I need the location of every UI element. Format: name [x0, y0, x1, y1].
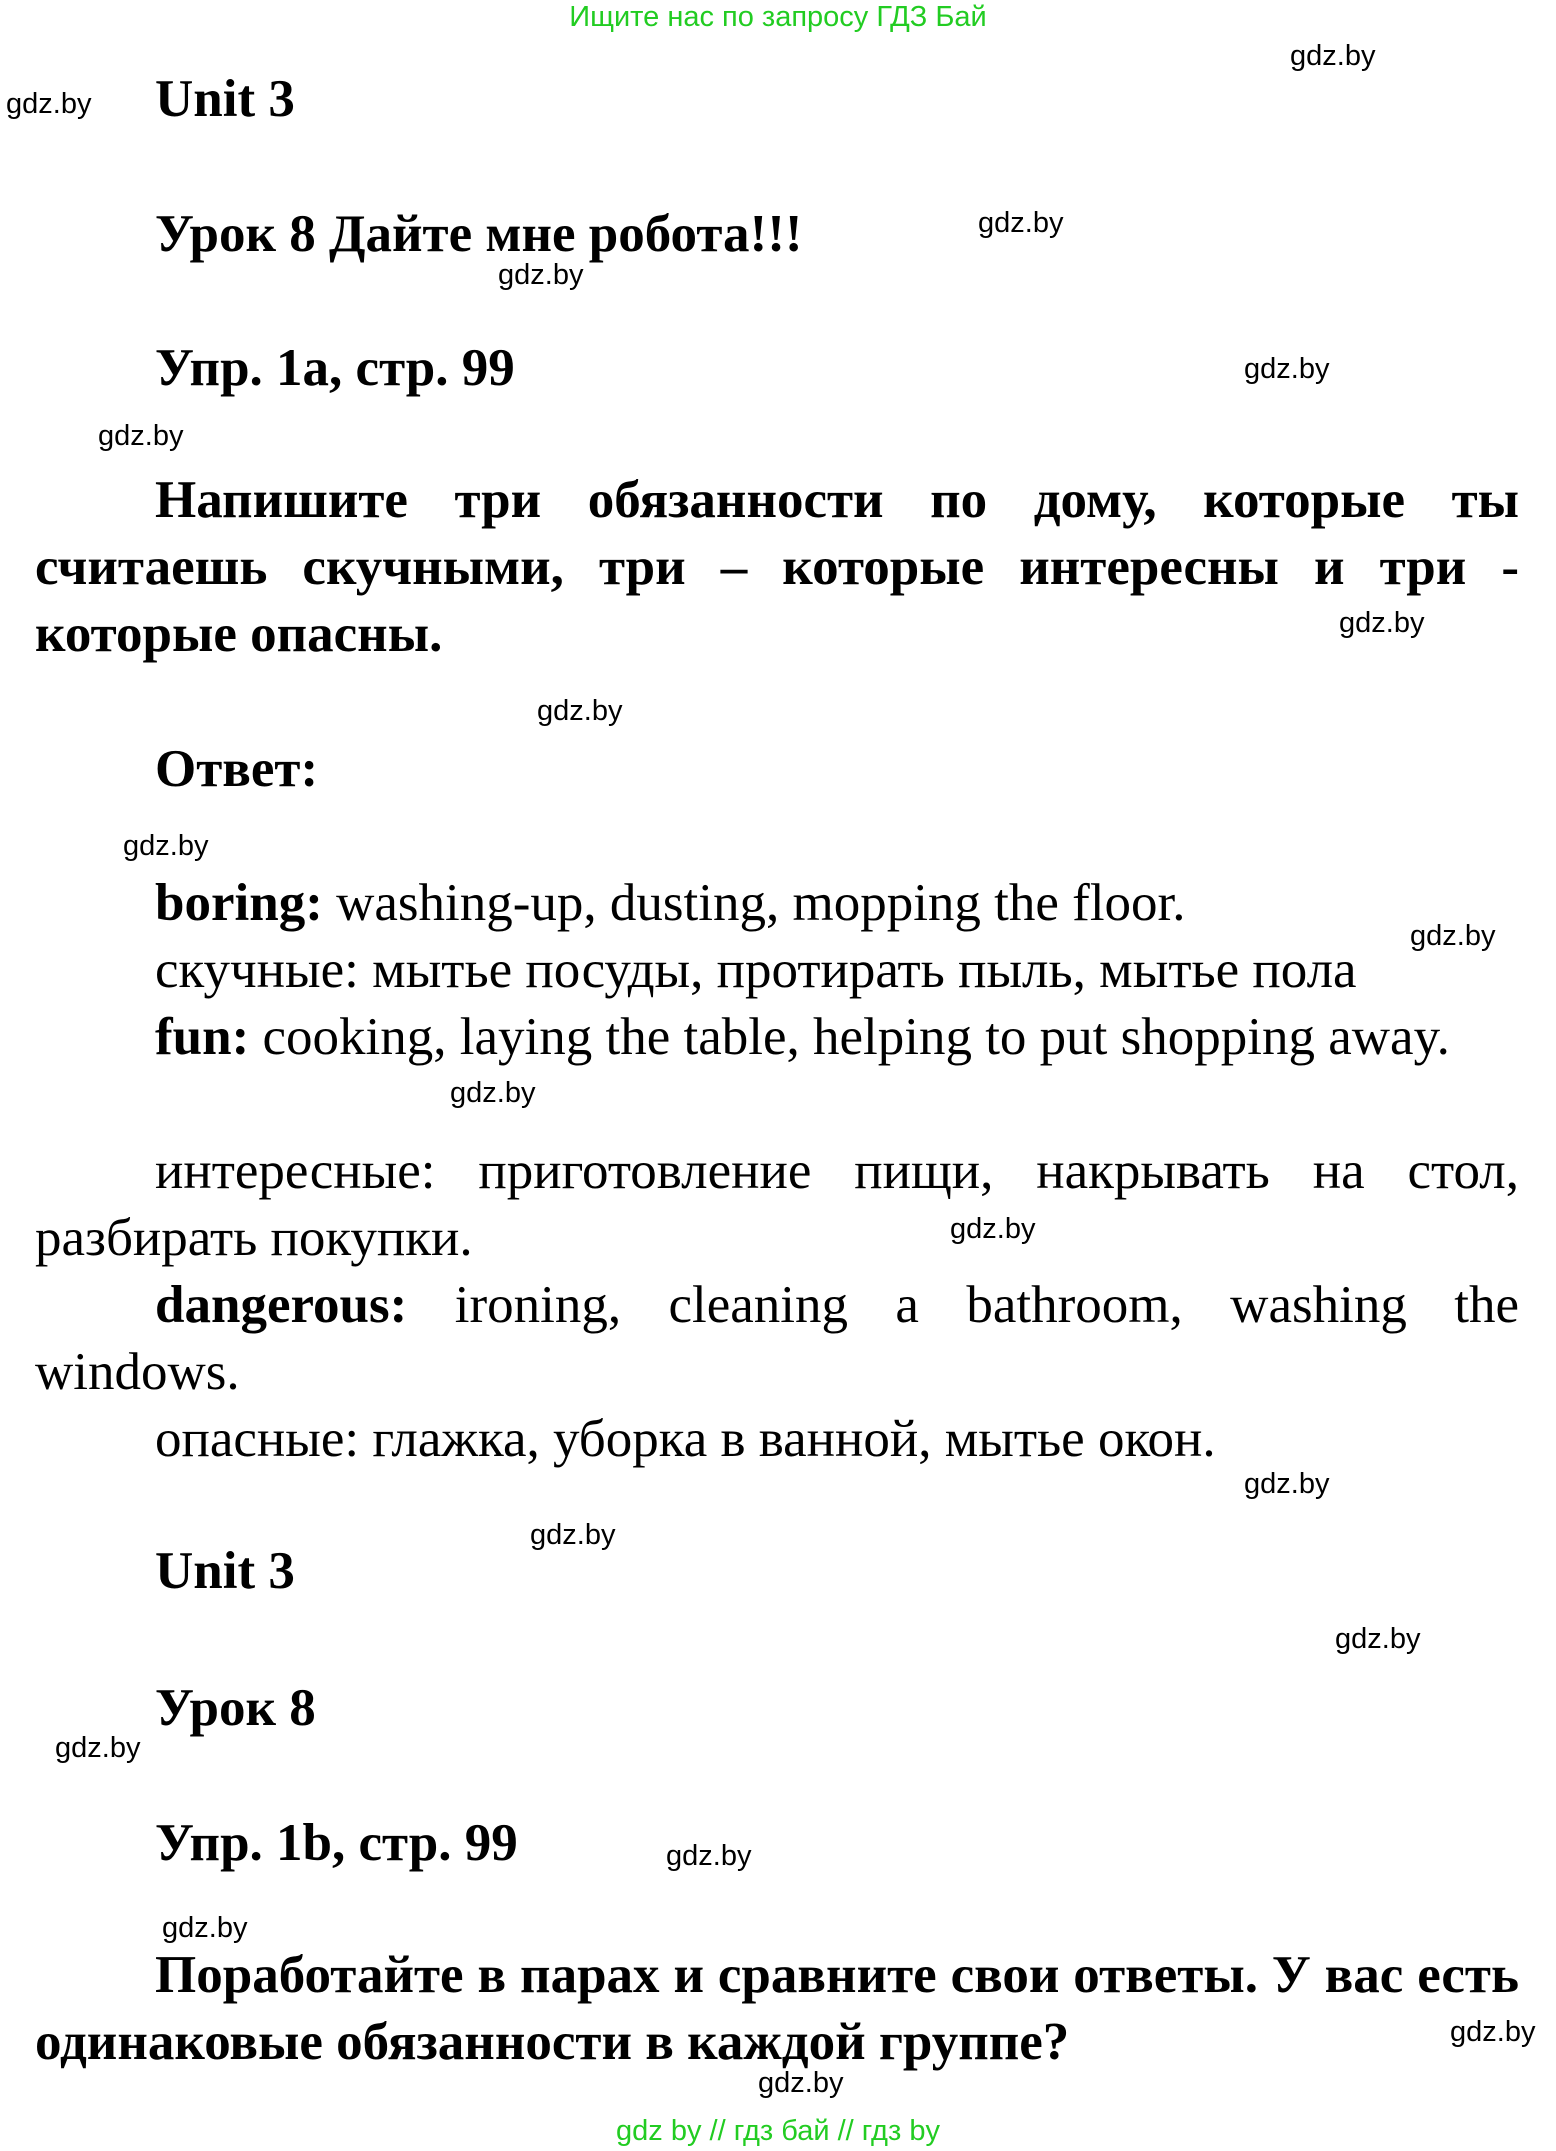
answer-text: скучные: мытье посуды, протирать пыль, мытье пола: [155, 941, 1357, 999]
watermark: gdz.by: [1450, 2016, 1536, 2048]
watermark: gdz.by: [950, 1213, 1036, 1245]
answer-text: ironing, cleaning a bathroom, washing the windows.: [35, 1276, 1519, 1401]
watermark: gdz.by: [1410, 920, 1496, 952]
answer-boring-translation: [35, 937, 1519, 1004]
watermark: gdz.by: [530, 1519, 616, 1551]
watermark: gdz.by: [98, 420, 184, 452]
answer-fun: [35, 1004, 1519, 1071]
answer-term: dangerous:: [155, 1276, 408, 1334]
watermark: gdz.by: [123, 830, 209, 862]
answer-boring: [35, 870, 1519, 937]
watermark: gdz.by: [1244, 1468, 1330, 1500]
exercise-heading: Упр. 1a, стр. 99: [155, 339, 515, 397]
exercise-heading: Упр. 1b, стр. 99: [155, 1814, 518, 1872]
unit-heading: Unit 3: [155, 70, 295, 128]
top-banner: Ищите нас по запросу ГДЗ Бай: [569, 1, 987, 33]
watermark: gdz.by: [1339, 607, 1425, 639]
unit-heading: Unit 3: [155, 1542, 295, 1600]
answer-text: cooking, laying the table, helping to put shopping away.: [249, 1008, 1450, 1066]
answer-text: интересные: приготовление пищи, накрывать на стол, разбирать покупки.: [35, 1142, 1519, 1267]
watermark: gdz.by: [537, 695, 623, 727]
watermark: gdz.by: [666, 1840, 752, 1872]
task-text: Поработайте в парах и сравните свои ответы. У вас есть одинаковые обязанности в каждой группе?: [35, 1946, 1519, 2071]
answer-dangerous-translation: [35, 1406, 1519, 1473]
watermark: gdz.by: [1335, 1623, 1421, 1655]
answer-text: washing-up, dusting, mopping the floor.: [322, 874, 1186, 932]
answer-term: boring:: [155, 874, 323, 932]
answer-label: Ответ:: [155, 740, 319, 798]
watermark: gdz.by: [162, 1912, 248, 1944]
lesson-heading: Урок 8 Дайте мне робота!!!: [155, 205, 803, 263]
watermark: gdz.by: [55, 1732, 141, 1764]
answer-fun-translation: [35, 1138, 1519, 1272]
lesson-heading: Урок 8: [155, 1679, 316, 1737]
answer-text: опасные: глажка, уборка в ванной, мытье окон.: [155, 1410, 1216, 1468]
watermark: gdz.by: [1244, 353, 1330, 385]
answer-dangerous: [35, 1272, 1519, 1406]
watermark: gdz.by: [450, 1077, 536, 1109]
watermark: gdz.by: [498, 259, 584, 291]
watermark: gdz.by: [978, 207, 1064, 239]
answer-term: fun:: [155, 1008, 250, 1066]
watermark: gdz.by: [758, 2067, 844, 2099]
task-text: Напишите три обязанности по дому, которые ты считаешь скучными, три – которые интересны и три - которые опасны.: [35, 471, 1519, 663]
bottom-banner: gdz by // гдз бай // гдз by: [616, 2115, 940, 2147]
watermark: gdz.by: [1290, 40, 1376, 72]
watermark: gdz.by: [6, 88, 92, 120]
